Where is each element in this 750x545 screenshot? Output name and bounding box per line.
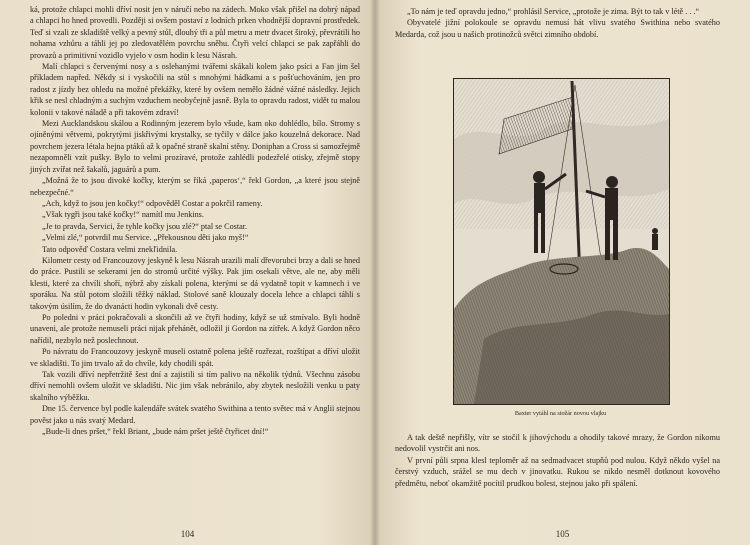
right-page-bottom-text [395,432,720,489]
paragraph: Mezi Aucklandskou skálou a Rodinným jezerem bylo všude, kam oko dohlédlo, bílo. Stromy s ojíněnými větvemi, pokrytými jiskřivými krystalky, se tyčily v dálce jako kouzelná dekorace. Nad povrchem jezera létala hejna ptáků až k opačné straně skalní stěny. Doniphan a Cross si samozřejmě nezapomněli vzít pušky. Bylo to velmi prozíravé, protože zahlédli podezřelé otisky, zřejmě stopy jiných zvířat než šakalů, jaguárů a pum. [30,119,360,174]
right-page [375,0,750,545]
left-page-text [30,4,360,437]
paragraph: Malí chlapci s červenými nosy a s oslehanými tvářemi skákali kolem jako psíci a Fan jim šel příkladem napřed. Někdy si i vyskočili na stůl s mnohými hádkami a s pošťuchováním, jen pro radost z jízdy bez ohledu na možné překážky, které by ovšem nemělo žádné vážné následky. Jejich křik se nesl chladným a suchým vzduchem neobyčejně jasně. Byla to opravdu radost, vidět tu malou kolonii v takové náladě a při takovém zdraví! [30,62,360,117]
paragraph: Obyvatelé jižní polokoule se opravdu nemusí bát vlivu svatého Swithina nebo svatého Medarda, což jsou u našich protinožců světci zimního období. [395,18,720,39]
paragraph: Dne 15. července byl podle kalendáře svátek svatého Swithina a tento světec má v Anglii stejnou pověst jako u nás svatý Medard. [30,404,360,425]
paragraph: „Však tygři jsou také kočky!“ namítl mu Jenkins. [42,210,204,220]
engraving-svg [454,79,669,404]
paragraph: „To nám je teď opravdu jedno,“ prohlásil Service, „protože je zima. Být to tak v létě . . .“ [407,7,700,16]
right-page-number: 105 [555,529,570,539]
paragraph: „Bude-li dnes pršet,“ řekl Briant, „bude nám pršet ještě čtyřicet dní!“ [42,427,269,437]
left-page-number: 104 [180,529,195,539]
paragraph: „Velmi zlé,“ potvrdil mu Service. „Překousnou děti jako myš!“ [42,233,249,243]
paragraph: Po poledni v práci pokračovali a skončili až ve čtyři hodiny, když se už stmívalo. Byli hodně unaveni, ale protože nemuseli práci nijak přehánět, odložil ji Gordon na zítřek. A když Gordon něco nařídil, nezbylo než poslechnout. [30,312,360,345]
paragraph: V první půli srpna klesl teploměr až na sedmadvacet stupňů pod nulou. Když někdo vyšel na čerstvý vzduch, srážel se mu dech v jinovatku. Rukou se nikdo nesměl dotknout kovového předmětu, neboť okamžitě pocítil prudkou bolest, stejnou jako při spálení. [395,455,720,488]
figure-distant [652,228,658,250]
engraving-illustration [453,78,670,405]
paragraph: ká, protože chlapci mohli dříví nosit jen v náručí nebo na zádech. Moko však přišel na dobrý nápad a chlapci ho hned provedli. Později si ovšem postaví z lodních prken vhodnější dopravní prostředek. Teď si vzali ze skladiště velký a pevný stůl, dlouhý tři a půl metru a metr dvacet široký, převrátili ho nohama vzhůru a táhli jej po zledovatělém povrchu sněhu. Čtyři velcí chlapci se pak zapřáhli do provazů a primitivní vozidlo vyjelo v osm hodin k lesu Násrah. [30,5,360,60]
right-page-top-text [395,6,720,40]
paragraph: „Možná že to jsou divoké kočky, kterým se říká ‚paperos‘,“ řekl Gordon, „a které jsou stejně nebezpečné.“ [30,176,360,197]
paragraph: Po návratu do Francouzovy jeskyně museli ostatně polena ještě rozřezat, rozštípat a dříví uložit ve skladišti. To jim trvalo až do chvíle, kdy chodili spát. [30,347,360,368]
paragraph: Tato odpověď Costara velmi znekľidnila. [42,244,178,254]
paragraph: „Je to pravda, Servici, že tyhle kočky jsou zlé?“ ptal se Costar. [42,221,248,231]
paragraph: Kilometr cesty od Francouzovy jeskyně k lesu Násrah urazili malí dřevorubci brzy a dali se hned do práce. Pustili se sekerami jen do stromů určité výšky. Pak jim osekali větve, ale ne, aby měli klesti, které za chvíli shoří, nýbrž aby získali polena, kterými se dá vydatně topit v kamnech i ve sporáku. Na stůl potom složili těžký náklad. Stolové saně klouzaly docela lehce a chlapci táhli s takovým úsilím, že do dvanácti hodin vykonali dvě cesty. [30,255,360,311]
paragraph: Tak vozili dříví nepřetržitě šest dní a zajistili si tím palivo na několik týdnů. Všechnu zásobu dříví nemohli ovšem uložit ve skladišti. Nic jim však nebránilo, aby zbytek nesložili venku u paty skalního výběžku. [30,370,360,402]
illustration-caption: Baxter vytáhl na stožár novou vlajku [514,410,607,417]
paragraph: A tak deště nepřišly, vítr se stočil k jihovýchodu a ohodily takové mrazy, že Gordon nikomu nedovolil vystrčit ani nos. [395,433,720,454]
paragraph: „Ach, když to jsou jen kočky!“ odpověděl Costar a pokrčil rameny. [42,198,263,208]
